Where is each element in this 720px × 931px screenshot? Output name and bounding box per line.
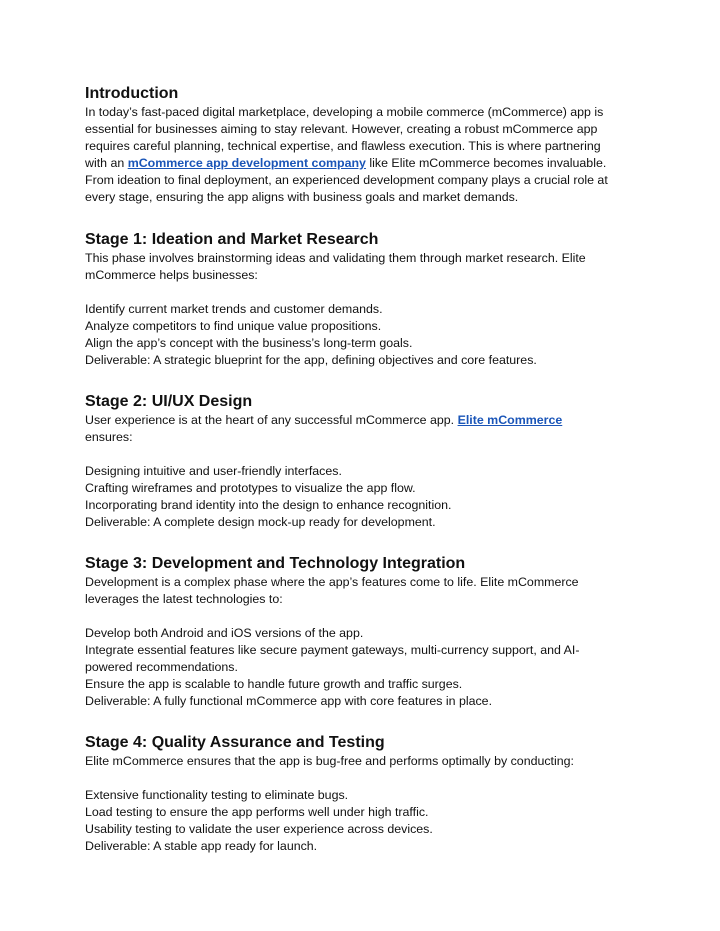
stage4-heading: Stage 4: Quality Assurance and Testing	[85, 734, 385, 751]
elite-mcommerce-link[interactable]: Elite mCommerce	[457, 413, 563, 427]
intro-line-4-post: like Elite mCommerce becomes invaluable.	[365, 156, 607, 170]
list-item: Develop both Android and iOS versions of the app.	[85, 626, 364, 640]
stage2-line-1	[85, 412, 645, 429]
stage4-section	[85, 733, 645, 855]
intro-line-5: From ideation to final deployment, an experienced development company plays a crucial role at	[85, 173, 608, 187]
intro-line-4	[85, 155, 645, 172]
stage3-line-2: leverages the latest technologies to:	[85, 592, 283, 606]
list-item: Usability testing to validate the user experience across devices.	[85, 822, 433, 836]
stage4-line-1: Elite mCommerce ensures that the app is bug-free and performs optimally by conducting:	[85, 754, 574, 768]
intro-heading: Introduction	[85, 85, 179, 102]
stage2-list	[85, 463, 645, 531]
intro-line-2: essential for businesses aiming to stay relevant. However, creating a robust mCommerce app	[85, 122, 598, 136]
list-item: Deliverable: A fully functional mCommerce app with core features in place.	[85, 694, 493, 708]
list-item: Integrate essential features like secure payment gateways, multi-currency support, and AI-	[85, 643, 580, 657]
list-item: Designing intuitive and user-friendly interfaces.	[85, 464, 342, 478]
stage4-list	[85, 787, 645, 855]
list-item: Incorporating brand identity into the design to enhance recognition.	[85, 498, 452, 512]
mcommerce-company-link[interactable]: mCommerce app development company	[127, 156, 366, 170]
stage2-line-1-pre: User experience is at the heart of any successful mCommerce app.	[85, 413, 458, 427]
stage1-section	[85, 230, 645, 369]
list-item: Ensure the app is scalable to handle future growth and traffic surges.	[85, 677, 463, 691]
stage1-heading: Stage 1: Ideation and Market Research	[85, 231, 379, 248]
list-item: Align the app’s concept with the business’s long-term goals.	[85, 336, 413, 350]
stage1-list	[85, 301, 645, 369]
list-item: Crafting wireframes and prototypes to visualize the app flow.	[85, 481, 416, 495]
list-item: Deliverable: A complete design mock-up ready for development.	[85, 515, 436, 529]
intro-line-6: every stage, ensuring the app aligns with business goals and market demands.	[85, 190, 519, 204]
list-item: Analyze competitors to find unique value propositions.	[85, 319, 382, 333]
stage1-line-1: This phase involves brainstorming ideas and validating them through market research. Elite	[85, 251, 586, 265]
stage1-line-2: mCommerce helps businesses:	[85, 268, 258, 282]
list-item: Deliverable: A strategic blueprint for the app, defining objectives and core features.	[85, 353, 537, 367]
document-page	[85, 84, 645, 855]
stage3-line-1: Development is a complex phase where the app’s features come to life. Elite mCommerce	[85, 575, 579, 589]
list-item: Load testing to ensure the app performs well under high traffic.	[85, 805, 429, 819]
stage2-heading: Stage 2: UI/UX Design	[85, 393, 253, 410]
list-item: powered recommendations.	[85, 660, 238, 674]
list-item: Identify current market trends and customer demands.	[85, 302, 383, 316]
intro-section	[85, 84, 645, 206]
list-item: Extensive functionality testing to eliminate bugs.	[85, 788, 349, 802]
intro-line-1: In today’s fast-paced digital marketplace, developing a mobile commerce (mCommerce) app is	[85, 105, 604, 119]
stage3-list	[85, 625, 645, 710]
stage2-line-2: ensures:	[85, 430, 133, 444]
stage3-heading: Stage 3: Development and Technology Integration	[85, 555, 466, 572]
list-item: Deliverable: A stable app ready for launch.	[85, 839, 318, 853]
stage2-section	[85, 392, 645, 531]
stage3-section	[85, 554, 645, 710]
intro-line-3: requires careful planning, technical expertise, and flawless execution. This is where partnering	[85, 139, 601, 153]
intro-line-4-pre: with an	[85, 156, 128, 170]
